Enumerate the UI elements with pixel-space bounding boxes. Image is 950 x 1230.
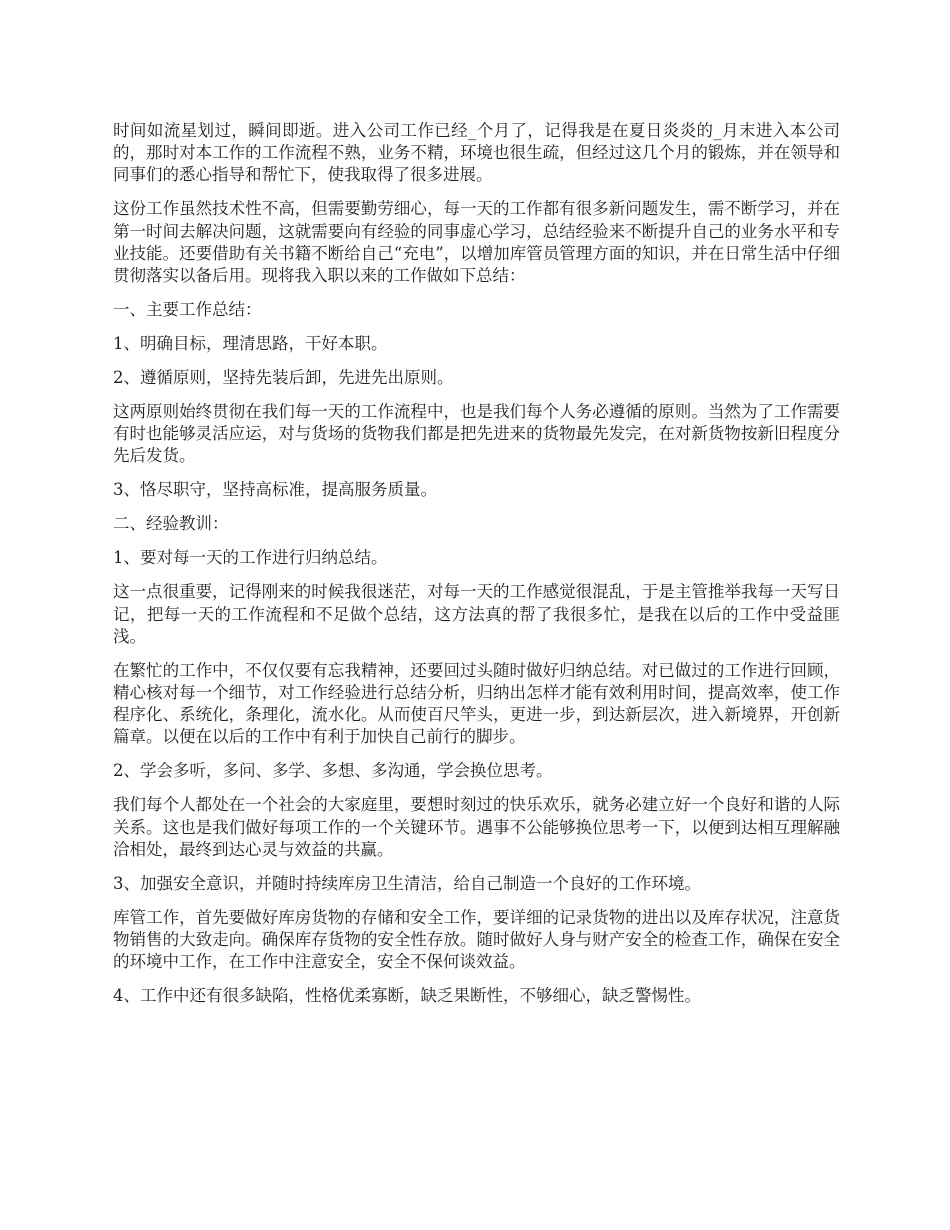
document-page — [113, 120, 840, 1019]
paragraph-warehouse-safety: 库管工作，首先要做好库房货物的存储和安全工作，要详细的记录货物的进出以及库存状况，注意货物销售的大致走向。确保库存货物的安全性存放。随时做好人身与财产安全的检查工作，确保在安全的环境中工作，在工作中注意安全，安全不保何谈效益。 — [113, 907, 840, 972]
paragraph-relationships: 我们每个人都处在一个社会的大家庭里，要想时刻过的快乐欢乐，就务必建立好一个良好和谐的人际关系。这也是我们做好每项工作的一个关键环节。遇事不公能够换位思考一下，以便到达相互理解融洽相处，最终到达心灵与效益的共赢。 — [113, 795, 840, 859]
paragraph-summary-review: 在繁忙的工作中，不仅仅要有忘我精神，还要回过头随时做好归纳总结。对已做过的工作进行回顾，精心核对每一个细节，对工作经验进行总结分析，归纳出怎样才能有效利用时间，提高效率，使工作程序化、系统化，条理化，流水化。从而使百尺竿头，更进一步，到达新层次，进入新境界，开创新篇章。以便在以后的工作中有利于加快自己前行的脚步。 — [113, 660, 840, 747]
list-item-2: 2、遵循原则，坚持先装后卸，先进先出原则。 — [113, 368, 454, 388]
paragraph-job-description: 这份工作虽然技术性不高，但需要勤劳细心，每一天的工作都有很多新问题发生，需不断学习，并在第一时间去解决问题，这就需要向有经验的同事虚心学习，总结经验来不断提升自己的业务水平和专业技能。还要借助有关书籍不断给自己“充电”，以增加库管员管理方面的知识，并在日常生活中仔细贯彻落实以备后用。现将我入职以来的工作做如下总结： — [113, 199, 840, 286]
section-heading-main-work: 一、主要工作总结： — [113, 300, 262, 320]
lesson-item-1: 1、要对每一天的工作进行归纳总结。 — [113, 548, 388, 568]
paragraph-diary: 这一点很重要，记得刚来的时候我很迷茫，对每一天的工作感觉很混乱，于是主管推举我每一天写日记，把每一天的工作流程和不足做个总结，这方法真的帮了我很多忙，是我在以后的工作中受益匪浅。 — [113, 582, 840, 646]
list-item-1: 1、明确目标，理清思路，干好本职。 — [113, 334, 388, 354]
paragraph-intro: 时间如流星划过，瞬间即逝。进入公司工作已经_个月了，记得我是在夏日炎炎的_月末进入本公司的，那时对本工作的工作流程不熟，业务不精，环境也很生疏，但经过这几个月的锻炼，并在领导和同事们的悉心指导和帮忙下，使我取得了很多进展。 — [113, 121, 840, 185]
lesson-item-3: 3、加强安全意识，并随时持续库房卫生清洁，给自己制造一个良好的工作环境。 — [113, 873, 701, 893]
list-item-3: 3、恪尽职守，坚持高标准，提高服务质量。 — [113, 480, 437, 500]
paragraph-principles: 这两原则始终贯彻在我们每一天的工作流程中，也是我们每个人务必遵循的原则。当然为了工作需要有时也能够灵活应运，对与货场的货物我们都是把先进来的货物最先发完，在对新货物按新旧程度分先后发货。 — [113, 402, 840, 466]
lesson-item-4: 4、工作中还有很多缺陷，性格优柔寡断，缺乏果断性，不够细心，缺乏警惕性。 — [113, 986, 701, 1006]
lesson-item-2: 2、学会多听，多问、多学、多想、多沟通，学会换位思考。 — [113, 761, 553, 781]
section-heading-lessons: 二、经验教训： — [113, 514, 229, 534]
